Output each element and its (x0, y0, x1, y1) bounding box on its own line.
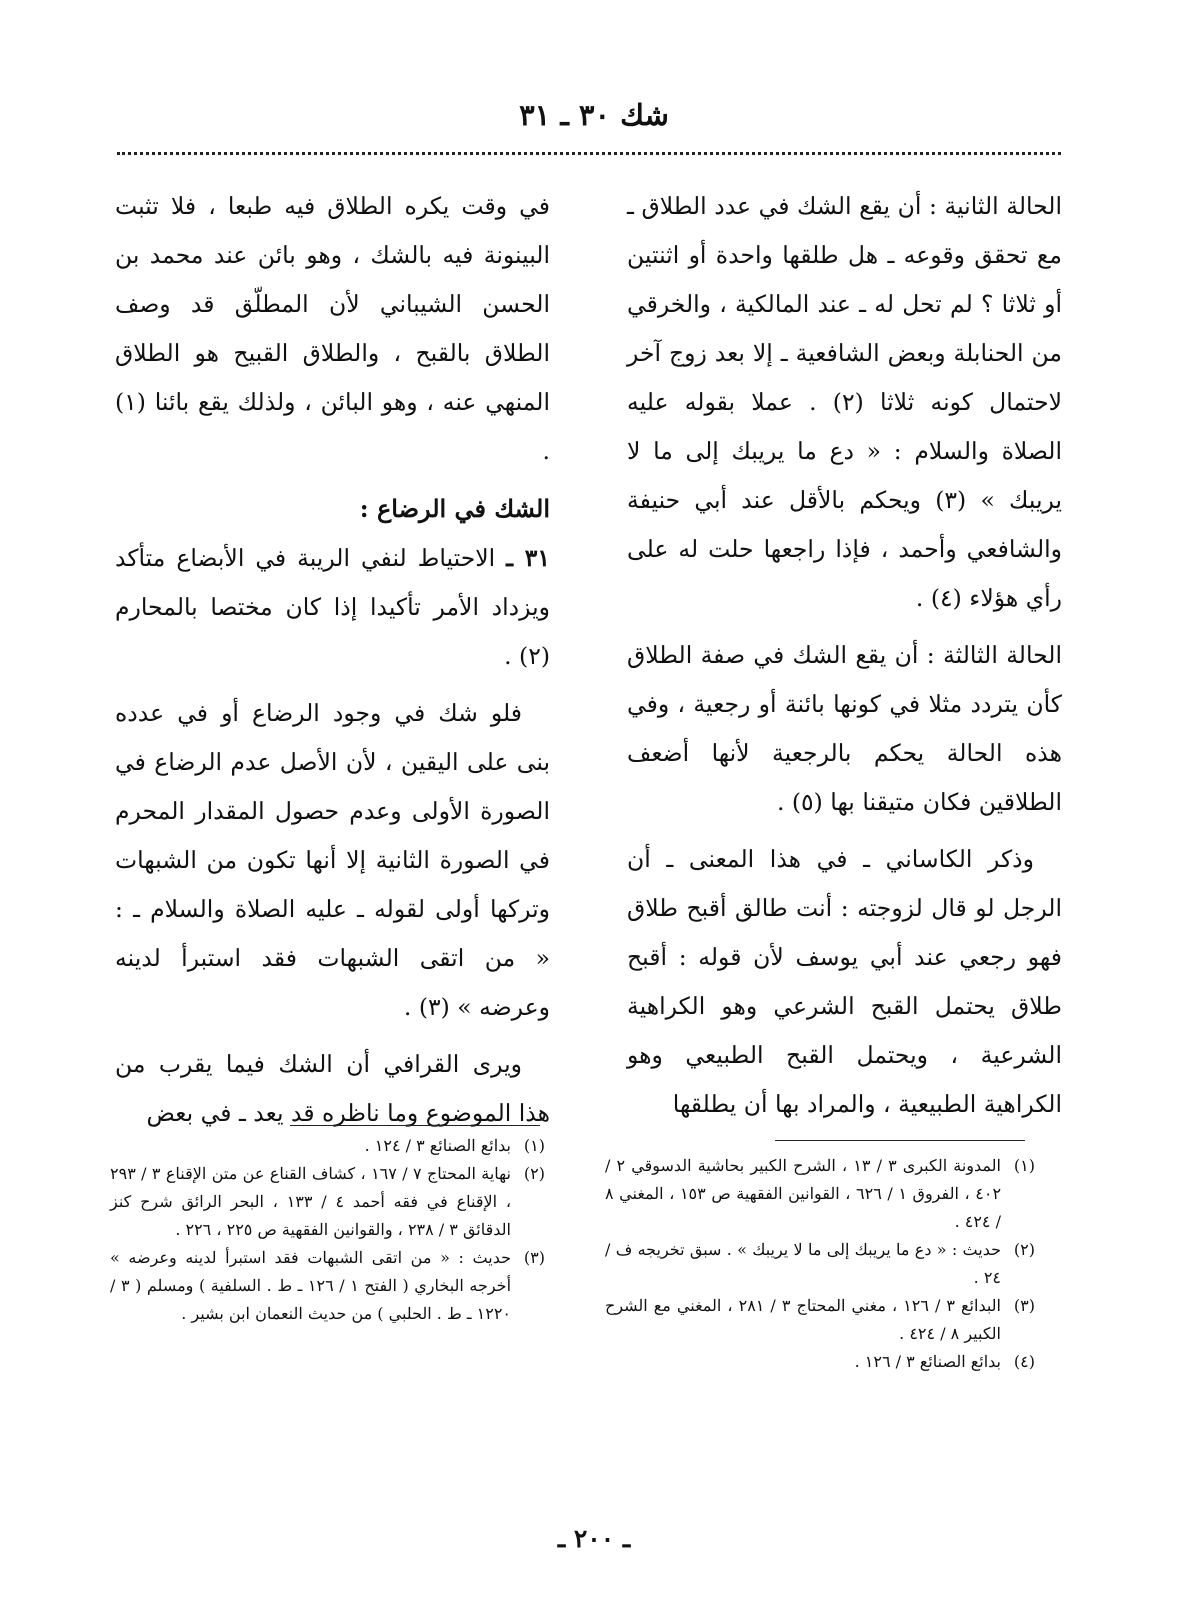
footnote: (٢) نهاية المحتاج ٧ / ١٦٧ ، كشاف القناع عن متن الإقناع ٣ / ٢٩٣ ، الإقناع في فقه أحمد ٤ / ١٣٣ ، البحر الرائق شرح كنز الدقائق ٣ / ٢٣٨ ، والقوانين الفقهية ص ٢٢٥ ، ٢٢٦ . (110, 1164, 545, 1239)
paragraph: ويرى القرافي أن الشك فيما يقرب من هذا الموضوع وما ناظره قد يعد ـ في بعض (115, 1050, 550, 1127)
right-column (627, 182, 1062, 1137)
paragraph-text: الاحتياط لنفي الريبة في الأبضاع متأكد ويزداد الأمر تأكيدا إذا كان مختصا بالمحارم (٢) . (115, 544, 550, 670)
numbered-paragraph (115, 534, 550, 681)
paragraph: الحالة الثالثة : أن يقع الشك في صفة الطلاق كأن يتردد مثلا في كونها بائنة أو رجعية ، وفي هذه الحالة يحكم بالرجعية لأنها أضعف الطلاقين فكان متيقنا بها (٥) . (627, 641, 1062, 816)
footnote: (٢) حديث : « دع ما يريبك إلى ما لا يريبك » . سبق تخريجه ف / ٢٤ . (605, 1240, 1035, 1287)
footnotes-right (605, 1152, 1035, 1376)
footnote-separator-left (290, 1125, 540, 1126)
footnote-separator-right (775, 1140, 1025, 1141)
footnote: (١) المدونة الكبرى ٣ / ١٣ ، الشرح الكبير بحاشية الدسوقي ٢ / ٤٠٢ ، الفروق ١ / ٦٢٦ ، القوانين الفقهية ص ١٥٣ ، المغني ٨ / ٤٢٤ . (605, 1156, 1035, 1231)
left-column (115, 182, 550, 1146)
paragraph: فلو شك في وجود الرضاع أو في عدده بنى على اليقين ، لأن الأصل عدم الرضاع في الصورة الأولى وعدم حصول المقدار المحرم في الصورة الثانية إلا أنها تكون من الشبهات وتركها أولى لقوله ـ عليه الصلاة والسلام ـ : « من اتقى الشبهات فقد استبرأ لدينه وعرضه » (٣) . (115, 699, 550, 1021)
header-dotted-rule (117, 152, 1061, 155)
paragraph: وذكر الكاساني ـ في هذا المعنى ـ أن الرجل لو قال لزوجته : أنت طالق أقبح طلاق فهو رجعي عند أبي يوسف لأن قوله : أقبح طلاق يحتمل القبح الشرعي وهو الكراهية الشرعية ، ويحتمل القبح الطبيعي وهو الكراهية الطبيعية ، والمراد بها أن يطلقها (627, 845, 1062, 1118)
footnote: (٤) بدائع الصنائع ٣ / ١٢٦ . (854, 1352, 1035, 1371)
page-number: ـ ٢٠٠ ـ (557, 1524, 631, 1553)
section-number: ٣١ ـ (506, 544, 550, 572)
page-header-title: شك ٣٠ ـ ٣١ (519, 98, 669, 132)
section-heading: الشك في الرضاع : (359, 494, 550, 523)
footnotes-left (110, 1132, 545, 1328)
footnote: (١) بدائع الصنائع ٣ / ١٢٤ . (364, 1136, 545, 1155)
paragraph: الحالة الثانية : أن يقع الشك في عدد الطلاق ـ مع تحقق وقوعه ـ هل طلقها واحدة أو اثنتين أو ثلاثا ؟ لم تحل له ـ عند المالكية ، والخرقي من الحنابلة وبعض الشافعية ـ إلا بعد زوج آخر لاحتمال كونه ثلاثا (٢) . عملا بقوله عليه الصلاة والسلام : « دع ما يريبك إلى ما لا يريبك » (٣) ويحكم بالأقل عند أبي حنيفة والشافعي وأحمد ، فإذا راجعها حلت له على رأي هؤلاء (٤) . (627, 192, 1062, 612)
footnote: (٣) البدائع ٣ / ١٢٦ ، مغني المحتاج ٣ / ٢٨١ ، المغني مع الشرح الكبير ٨ / ٤٢٤ . (605, 1296, 1035, 1343)
paragraph: في وقت يكره الطلاق فيه طبعا ، فلا تثبت البينونة فيه بالشك ، وهو بائن عند محمد بن الحسن الشيباني لأن المطلّق قد وصف الطلاق بالقبح ، والطلاق القبيح هو الطلاق المنهي عنه ، وهو البائن ، ولذلك يقع بائنا (١) . (115, 192, 550, 465)
footnote: (٣) حديث : « من اتقى الشبهات فقد استبرأ لدينه وعرضه » أخرجه البخاري ( الفتح ١ / ١٢٦ ـ ط . السلفية ) ومسلم ( ٣ / ١٢٢٠ ـ ط . الحلبي ) من حديث النعمان ابن بشير . (110, 1248, 545, 1323)
